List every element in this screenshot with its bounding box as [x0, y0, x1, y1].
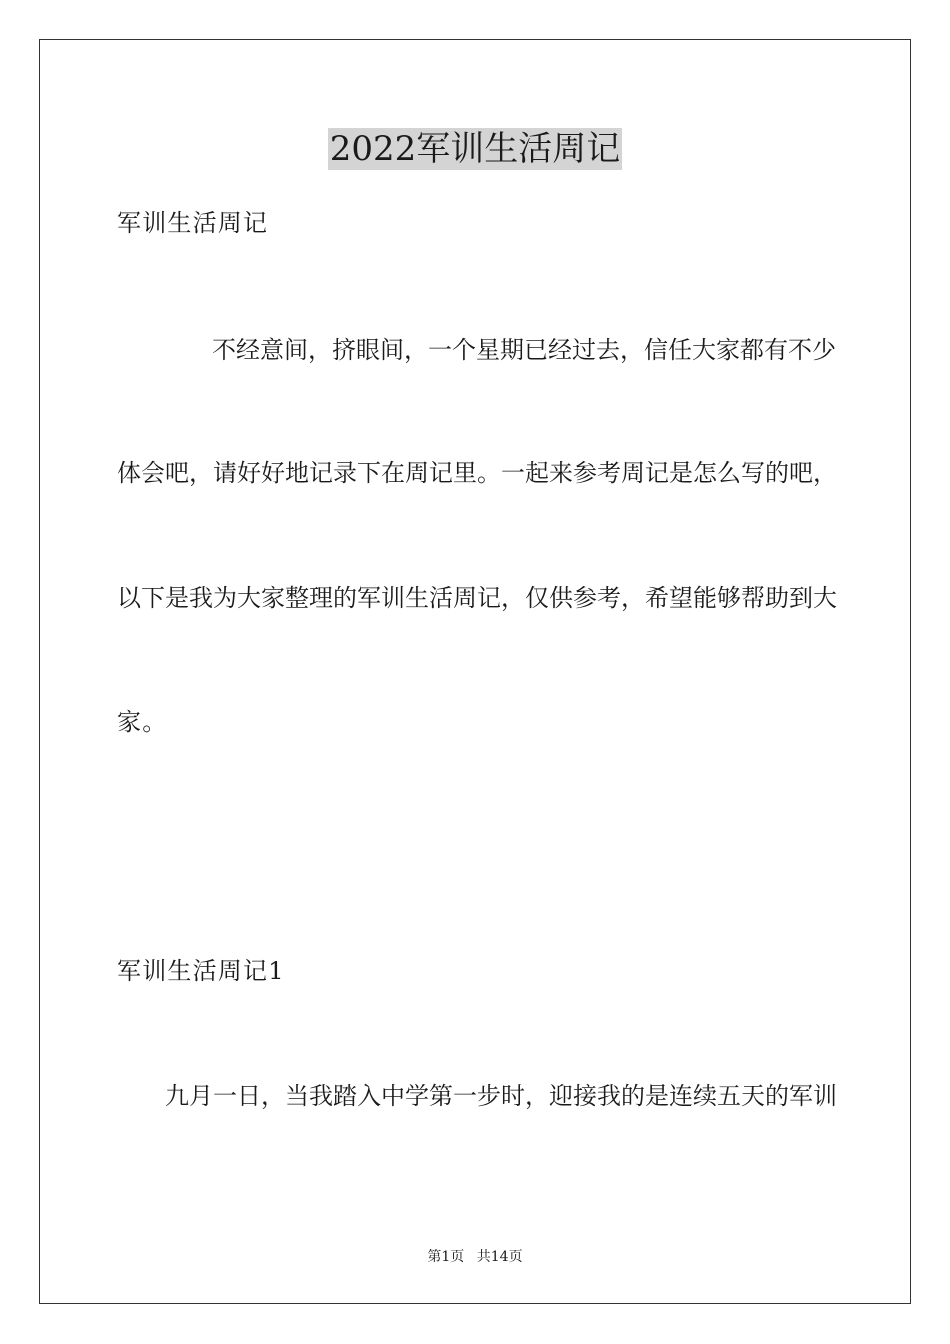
page-number: 第1页 — [427, 1249, 465, 1265]
section-paragraph-line-1: 九月一日，当我踏入中学第一步时，迎接我的是连续五天的军训 — [165, 1082, 837, 1110]
title-wrap — [0, 128, 950, 170]
paragraph-line-4: 家。 — [117, 708, 168, 736]
paragraph-line-1: 不经意间，挤眼间，一个星期已经过去，信任大家都有不少 — [212, 336, 836, 364]
section-heading: 军训生活周记1 — [117, 957, 285, 985]
document-title: 2022军训生活周记 — [329, 129, 621, 169]
paragraph-line-3: 以下是我为大家整理的军训生活周记，仅供参考，希望能够帮助到大 — [117, 584, 837, 612]
subheading: 军训生活周记 — [117, 209, 269, 237]
page-footer — [0, 1248, 950, 1266]
paragraph-line-2: 体会吧，请好好地记录下在周记里。一起来参考周记是怎么写的吧， — [117, 459, 837, 487]
page-total: 共14页 — [476, 1249, 523, 1265]
